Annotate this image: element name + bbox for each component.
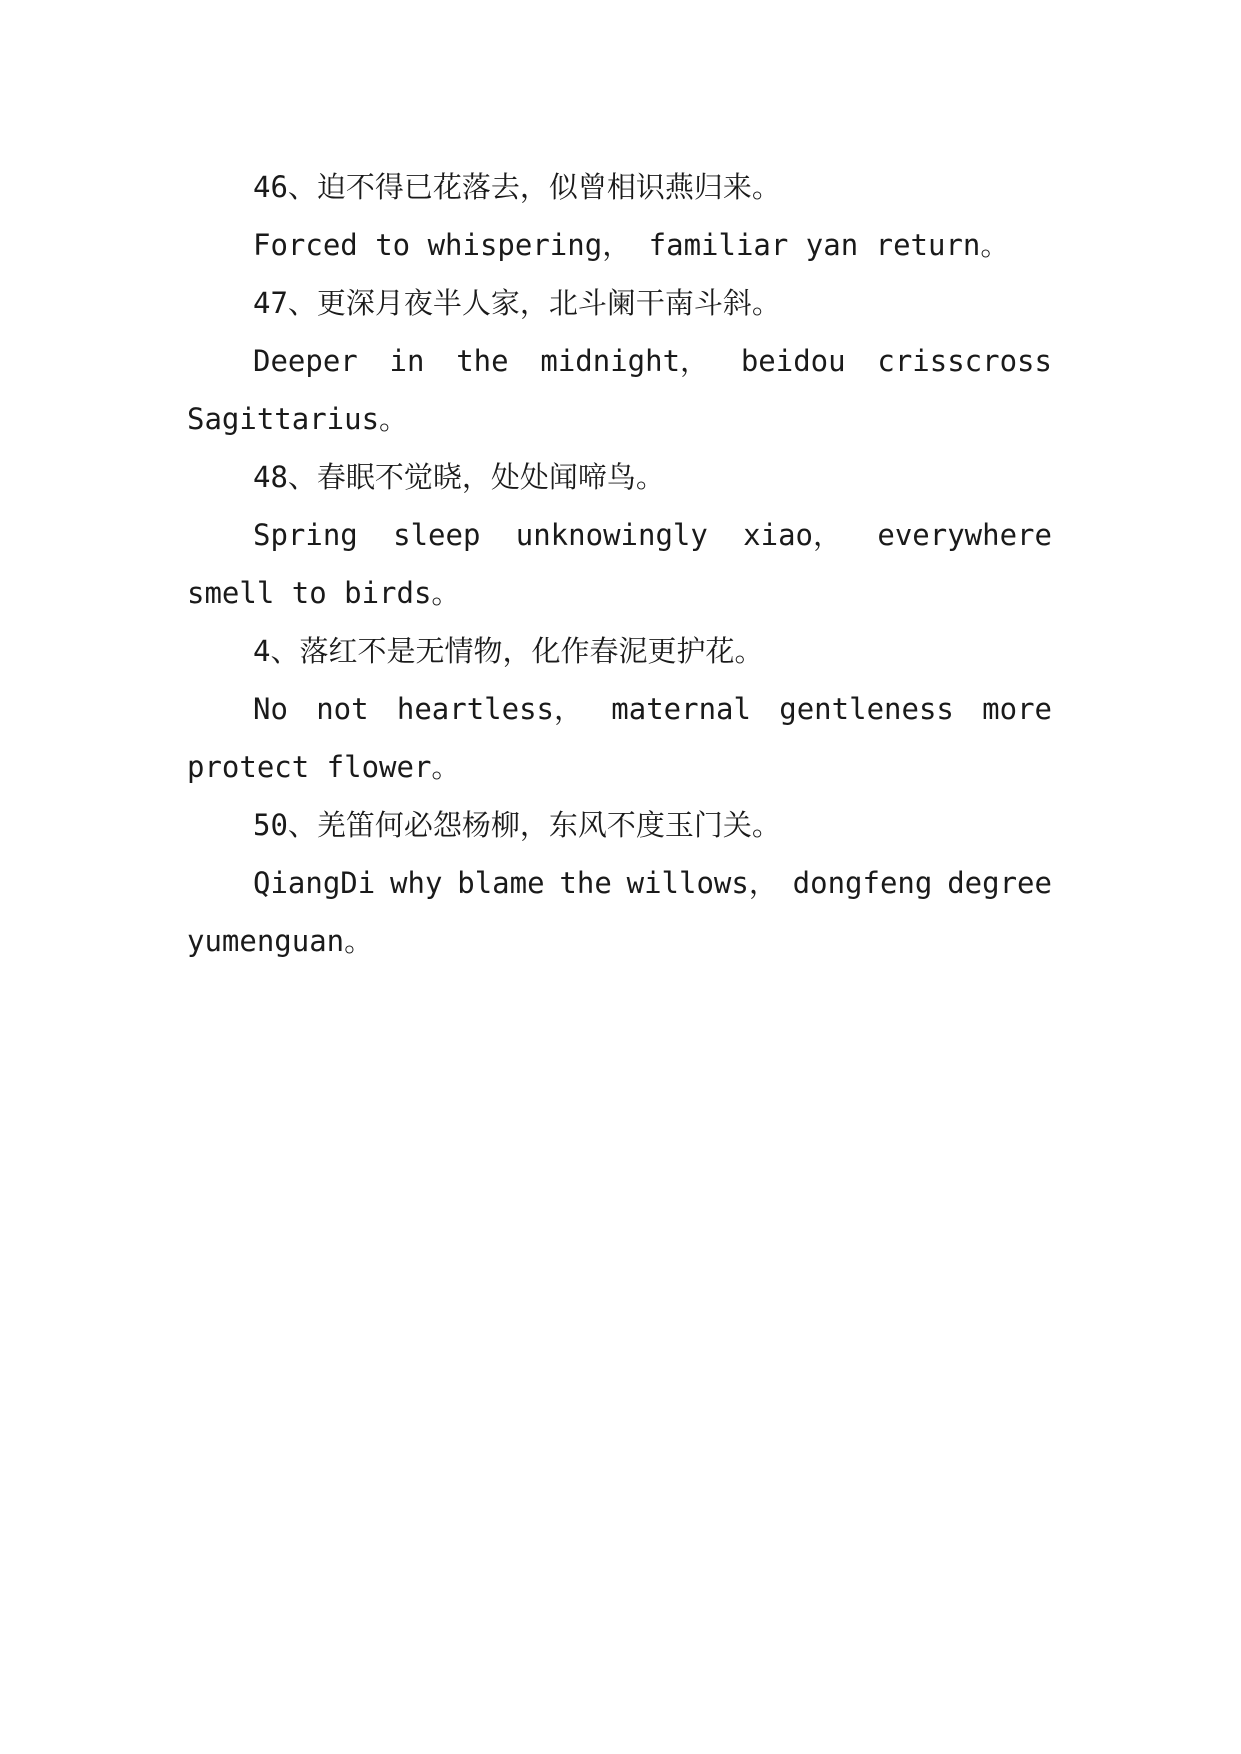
word: maternal bbox=[611, 692, 751, 726]
poem-line-49-english-second: protect flower。 bbox=[187, 750, 461, 784]
poem-line-50-english-second: yumenguan。 bbox=[187, 924, 374, 958]
poem-line-47-chinese: 47、更深月夜半人家，北斗阑干南斗斜。 bbox=[253, 286, 781, 320]
word: not bbox=[316, 692, 369, 726]
word: crisscross bbox=[877, 344, 1052, 378]
word: beidou bbox=[740, 344, 846, 378]
word: gentleness bbox=[779, 692, 954, 726]
document-body bbox=[187, 158, 1052, 970]
word: degree bbox=[947, 866, 1052, 900]
poem-line-46-english: Forced to whispering， familiar yan return。 bbox=[253, 228, 1010, 262]
word: unknowingly bbox=[515, 518, 708, 552]
poem-line-48-english-second: smell to birds。 bbox=[187, 576, 461, 610]
word: blame bbox=[457, 866, 545, 900]
word: sleep bbox=[393, 518, 481, 552]
word: Spring bbox=[253, 518, 358, 552]
word: No bbox=[253, 692, 288, 726]
word: why bbox=[390, 866, 443, 900]
poem-line-50-chinese: 50、羌笛何必怨杨柳，东风不度玉门关。 bbox=[253, 808, 781, 842]
word: midnight， bbox=[540, 344, 710, 378]
word: willows， bbox=[626, 866, 778, 900]
poem-line-50-english-first bbox=[187, 854, 1052, 912]
word: in bbox=[389, 344, 425, 378]
poem-line-47-english-second: Sagittarius。 bbox=[187, 402, 409, 436]
word: the bbox=[559, 866, 612, 900]
word: heartless， bbox=[396, 692, 584, 726]
word: dongfeng bbox=[792, 866, 933, 900]
poem-line-46-chinese: 46、迫不得已花落去，似曾相识燕归来。 bbox=[253, 170, 781, 204]
word: the bbox=[456, 344, 509, 378]
word: QiangDi bbox=[253, 866, 376, 900]
poem-line-48-english-first bbox=[187, 506, 1052, 564]
poem-line-48-chinese: 48、春眠不觉晓，处处闻啼鸟。 bbox=[253, 460, 665, 494]
poem-line-49-chinese: 4、落红不是无情物，化作春泥更护花。 bbox=[253, 634, 764, 668]
poem-line-49-english-first bbox=[187, 680, 1052, 738]
word: Deeper bbox=[253, 344, 358, 378]
word: xiao， bbox=[743, 518, 843, 552]
word: more bbox=[982, 692, 1052, 726]
poem-line-47-english-first bbox=[187, 332, 1052, 390]
word: everywhere bbox=[877, 518, 1052, 552]
